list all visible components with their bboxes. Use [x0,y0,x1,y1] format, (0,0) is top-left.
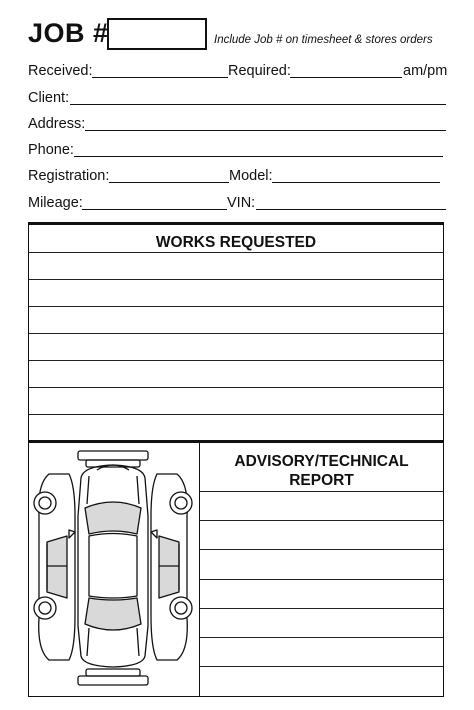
client-field[interactable] [70,104,446,105]
phone-label: Phone: [28,142,74,158]
works-line[interactable] [29,387,443,388]
advisory-line[interactable] [200,637,443,638]
received-label: Received: [28,63,93,79]
works-requested-section [28,222,444,443]
vin-field[interactable] [256,209,446,210]
advisory-line[interactable] [200,520,443,521]
job-number-note: Include Job # on timesheet & stores orders [214,34,433,46]
vin-label: VIN: [227,195,256,211]
received-required-row [28,63,448,81]
works-line[interactable] [29,306,443,307]
job-number-label: JOB # [28,18,109,48]
advisory-line[interactable] [200,579,443,580]
works-line[interactable] [29,414,443,415]
required-field[interactable] [290,77,402,78]
works-line[interactable] [29,360,443,361]
registration-model-row [28,168,448,186]
inspection-section [28,442,444,697]
mileage-label: Mileage: [28,195,83,211]
works-line[interactable] [29,279,443,280]
works-requested-title: WORKS REQUESTED [155,234,317,251]
registration-field[interactable] [109,182,229,183]
advisory-line[interactable] [200,491,443,492]
address-field[interactable] [85,130,446,131]
advisory-title-line2: REPORT [289,472,354,489]
car-damage-diagram-icon[interactable] [31,446,197,692]
registration-label: Registration: [28,168,110,184]
model-label: Model: [229,168,273,184]
advisory-line[interactable] [200,666,443,667]
ampm-label: am/pm [403,63,448,79]
advisory-report-title [200,452,443,490]
client-label: Client: [28,90,70,106]
phone-row [28,142,448,160]
advisory-line[interactable] [200,549,443,550]
address-row [28,116,448,134]
job-number-box[interactable] [107,18,207,50]
works-line[interactable] [29,333,443,334]
client-row [28,90,448,108]
mileage-field[interactable] [82,209,227,210]
received-field[interactable] [92,77,228,78]
advisory-line[interactable] [200,608,443,609]
address-label: Address: [28,116,86,132]
advisory-title-line1: ADVISORY/TECHNICAL [234,453,409,470]
phone-field[interactable] [74,156,443,157]
model-field[interactable] [272,182,440,183]
works-line[interactable] [29,252,443,253]
mileage-vin-row [28,195,448,213]
required-label: Required: [228,63,291,79]
